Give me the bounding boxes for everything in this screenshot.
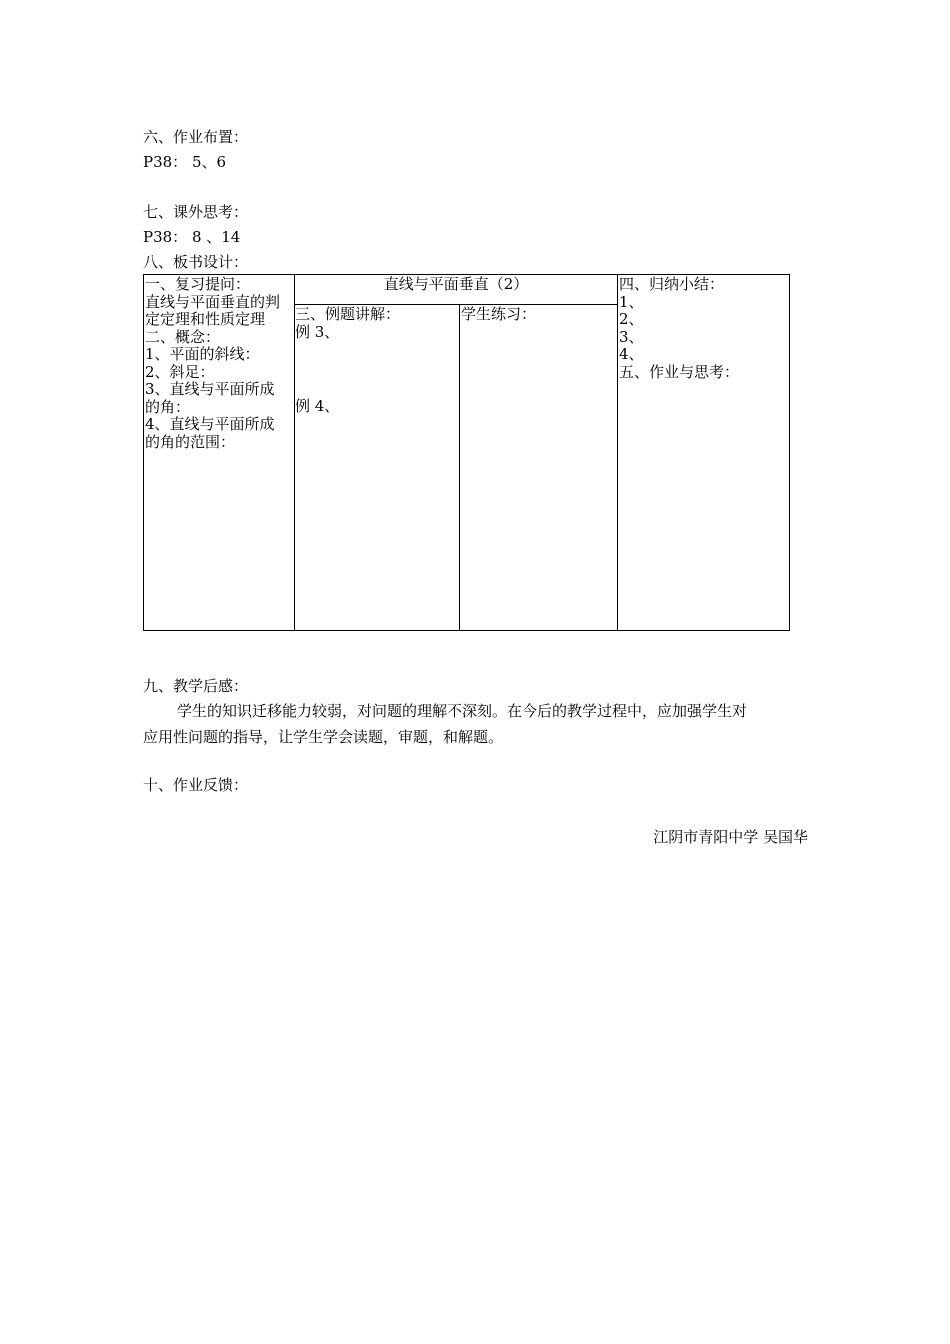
summary-line: 四、归纳小结：	[619, 275, 725, 293]
reflection-line-1: 学生的知识迁移能力较弱，对问题的理解不深刻。在今后的教学过程中，应加强学生对	[177, 702, 748, 720]
concept-line: 3、直线与平面所成	[145, 380, 275, 398]
review-line: 定定理和性质定理	[145, 310, 266, 328]
summary-line: 3、	[619, 327, 644, 346]
board-design-table	[143, 274, 790, 631]
signature: 江阴市青阳中学 吴国华	[653, 828, 808, 846]
homework-content: P38： 5、6	[143, 153, 227, 171]
column-divider	[459, 304, 460, 630]
summary-column	[619, 276, 739, 381]
reflection-heading: 九、教学后感：	[143, 677, 249, 695]
practice-heading: 学生练习：	[461, 305, 537, 323]
feedback-heading: 十、作业反馈：	[143, 776, 249, 794]
homework-heading: 六、作业布置：	[143, 128, 249, 146]
summary-line: 4、	[619, 345, 644, 363]
board-title: 直线与平面垂直（2）	[383, 275, 529, 293]
board-design-heading: 八、板书设计：	[143, 253, 249, 271]
concept-line: 2、斜足：	[145, 362, 215, 381]
reflection-line-2: 应用性问题的指导，让学生学会读题，审题，和解题。	[143, 728, 504, 746]
summary-line: 1、	[619, 292, 644, 311]
example-4: 例 4、	[295, 397, 340, 415]
examples-heading: 三、例题讲解：	[295, 305, 401, 323]
column-divider	[617, 275, 618, 630]
concept-line: 二、概念：	[145, 327, 221, 346]
concept-line: 的角：	[145, 397, 191, 416]
extra-thinking-heading: 七、课外思考：	[143, 203, 249, 221]
concept-line: 4、直线与平面所成	[145, 415, 275, 433]
review-line: 直线与平面垂直的判	[145, 292, 281, 311]
summary-line: 五、作业与思考：	[619, 362, 740, 381]
example-3: 例 3、	[295, 323, 340, 341]
review-column	[145, 276, 280, 451]
review-line: 一、复习提问：	[145, 275, 251, 293]
extra-thinking-content: P38： 8 、14	[143, 228, 241, 246]
concept-line: 1、平面的斜线：	[145, 345, 260, 363]
summary-line: 2、	[619, 310, 644, 328]
concept-line: 的角的范围：	[145, 432, 236, 451]
